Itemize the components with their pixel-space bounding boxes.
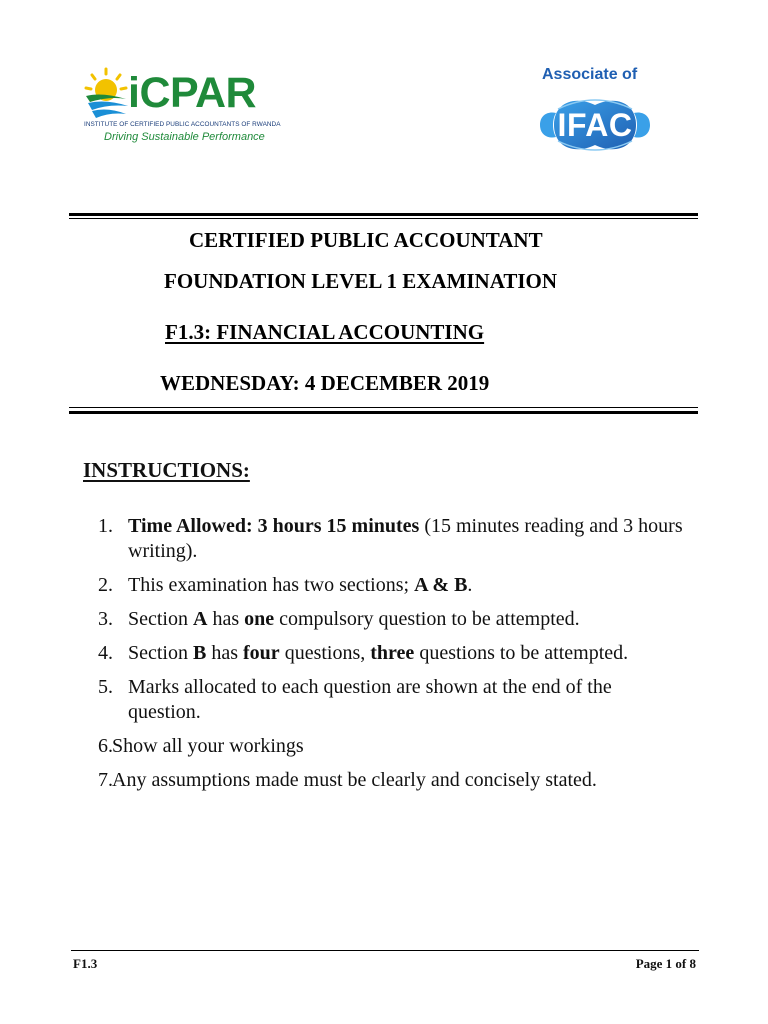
icpar-logo xyxy=(82,66,287,148)
exam-date: WEDNESDAY: 4 DECEMBER 2019 xyxy=(160,371,490,395)
instruction-emphasis: B xyxy=(193,642,207,664)
ifac-logo xyxy=(532,64,662,164)
instruction-item xyxy=(98,641,688,666)
instruction-number: 6. xyxy=(98,735,113,757)
instruction-emphasis: Time Allowed: 3 hours 15 minutes xyxy=(128,515,420,537)
icpar-tagline: Driving Sustainable Performance xyxy=(104,131,265,143)
icpar-wordmark: iCPAR xyxy=(128,69,257,117)
top-divider-thin xyxy=(69,218,698,219)
instruction-text: Marks allocated to each question are shown at the end of the question. xyxy=(128,676,612,723)
instruction-number: 1. xyxy=(98,515,113,537)
ifac-caption: Associate of xyxy=(542,66,638,83)
paper-title: F1.3: FINANCIAL ACCOUNTING xyxy=(165,320,485,344)
instruction-text: This examination has two sections; xyxy=(128,574,415,596)
instruction-emphasis: four xyxy=(243,642,280,664)
instruction-emphasis: A & B xyxy=(414,574,468,596)
instruction-text: Show all your workings xyxy=(112,735,304,757)
exam-body-title: CERTIFIED PUBLIC ACCOUNTANT xyxy=(189,228,543,252)
instruction-text: questions to be attempted. xyxy=(414,642,629,664)
instruction-text: has xyxy=(206,642,244,664)
instruction-text: . xyxy=(467,574,473,596)
instruction-text: (15 minutes reading and 3 hours writing). xyxy=(128,515,683,562)
instruction-text: compulsory question to be attempted. xyxy=(274,608,580,630)
instruction-item xyxy=(94,734,688,759)
instruction-text: Section xyxy=(128,642,193,664)
footer-divider xyxy=(71,950,699,951)
top-divider-thick xyxy=(69,213,698,216)
instructions-heading: INSTRUCTIONS: xyxy=(83,458,250,482)
ifac-wordmark: IFAC xyxy=(557,107,633,143)
instruction-item xyxy=(98,514,688,564)
instruction-emphasis: three xyxy=(370,642,415,664)
instruction-item xyxy=(98,675,688,725)
instruction-item xyxy=(98,573,688,598)
instruction-text: has xyxy=(207,608,245,630)
instructions-list xyxy=(98,514,688,802)
sunrise-waves-logo-icon xyxy=(82,66,134,124)
instruction-emphasis: A xyxy=(193,608,208,630)
instruction-number: 5. xyxy=(98,676,113,698)
footer-paper-code: F1.3 xyxy=(73,956,98,971)
instruction-number: 7. xyxy=(98,769,113,791)
instruction-emphasis: one xyxy=(244,608,275,630)
instruction-item xyxy=(94,768,688,793)
bottom-divider-thin xyxy=(69,407,698,408)
instruction-text: questions, xyxy=(279,642,371,664)
icpar-full-name: INSTITUTE OF CERTIFIED PUBLIC ACCOUNTANTS OF RWANDA xyxy=(84,121,281,128)
instruction-item xyxy=(98,607,688,632)
instruction-number: 3. xyxy=(98,608,113,630)
footer-page-number: Page 1 of 8 xyxy=(635,956,696,971)
instruction-text: Section xyxy=(128,608,193,630)
bottom-divider-thick xyxy=(69,411,698,414)
instruction-number: 2. xyxy=(98,574,113,596)
instruction-number: 4. xyxy=(98,642,113,664)
instruction-text: Any assumptions made must be clearly and concisely stated. xyxy=(112,769,597,791)
exam-level-title: FOUNDATION LEVEL 1 EXAMINATION xyxy=(164,269,558,293)
